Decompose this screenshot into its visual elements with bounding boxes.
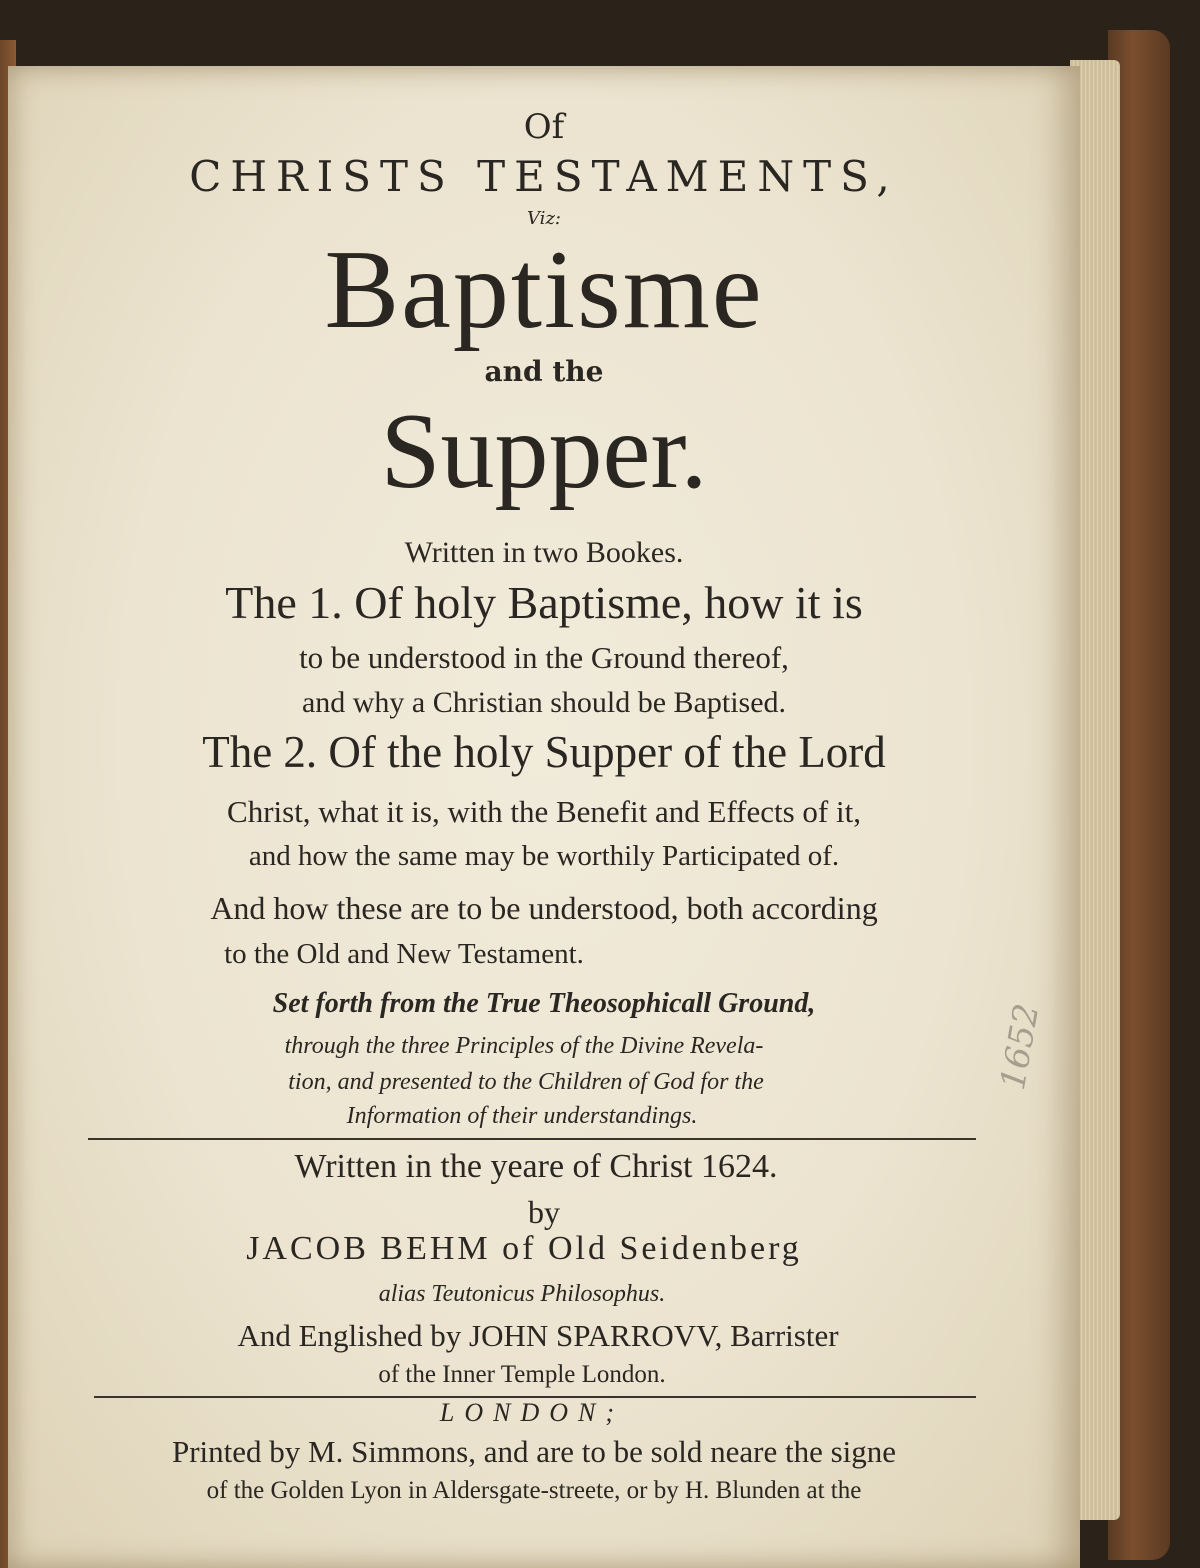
author-line: JACOB BEHM of Old Seidenberg: [246, 1230, 802, 1267]
supper-title: Supper.: [380, 392, 708, 511]
title-page: [8, 66, 1080, 1568]
and-the-line: and the: [484, 355, 604, 388]
by-line: by: [528, 1194, 560, 1230]
englished-line2: of the Inner Temple London.: [378, 1361, 666, 1388]
setforth-line4: Information of their understandings.: [346, 1103, 698, 1129]
setforth-line1: Set forth from the True Theosophicall Ground,: [272, 988, 816, 1019]
book1-line2: to be understood in the Ground thereof,: [299, 640, 789, 675]
book1-line1: The 1. Of holy Baptisme, how it is: [225, 577, 863, 628]
christs-testaments-line: CHRISTS TESTAMENTS,: [189, 152, 899, 201]
of-line: Of: [523, 107, 565, 147]
written-in-two-bookes-line: Written in two Bookes.: [404, 536, 684, 569]
london-line: LONDON;: [439, 1398, 625, 1427]
divider-rule-1: [88, 1138, 976, 1140]
alias-line: alias Teutonicus Philosophus.: [378, 1281, 666, 1307]
viz-line: Viz:: [527, 208, 561, 229]
pencil-margin-note: 1652: [993, 1000, 1048, 1093]
englished-line1: And Englished by JOHN SPARROVV, Barrister: [237, 1318, 839, 1353]
how-line1: And how these are to be understood, both according: [210, 890, 878, 926]
book2-line1: The 2. Of the holy Supper of the Lord: [202, 727, 886, 777]
written-year-line: Written in the yeare of Christ 1624.: [294, 1148, 778, 1185]
setforth-line2: through the three Principles of the Divine Revela-: [284, 1033, 764, 1059]
printed-line1: Printed by M. Simmons, and are to be sold neare the signe: [171, 1434, 897, 1469]
book2-line2: Christ, what it is, with the Benefit and Effects of it,: [227, 794, 861, 829]
setforth-line3: tion, and presented to the Children of God for the: [288, 1069, 764, 1095]
book1-line3: and why a Christian should be Baptised.: [301, 686, 787, 719]
book2-line3: and how the same may be worthily Participated of.: [248, 840, 840, 872]
printed-line2: of the Golden Lyon in Aldersgate-streete, or by H. Blunden at the: [206, 1477, 862, 1504]
how-line2: to the Old and New Testament.: [224, 938, 584, 970]
baptisme-title: Baptisme: [324, 228, 764, 352]
